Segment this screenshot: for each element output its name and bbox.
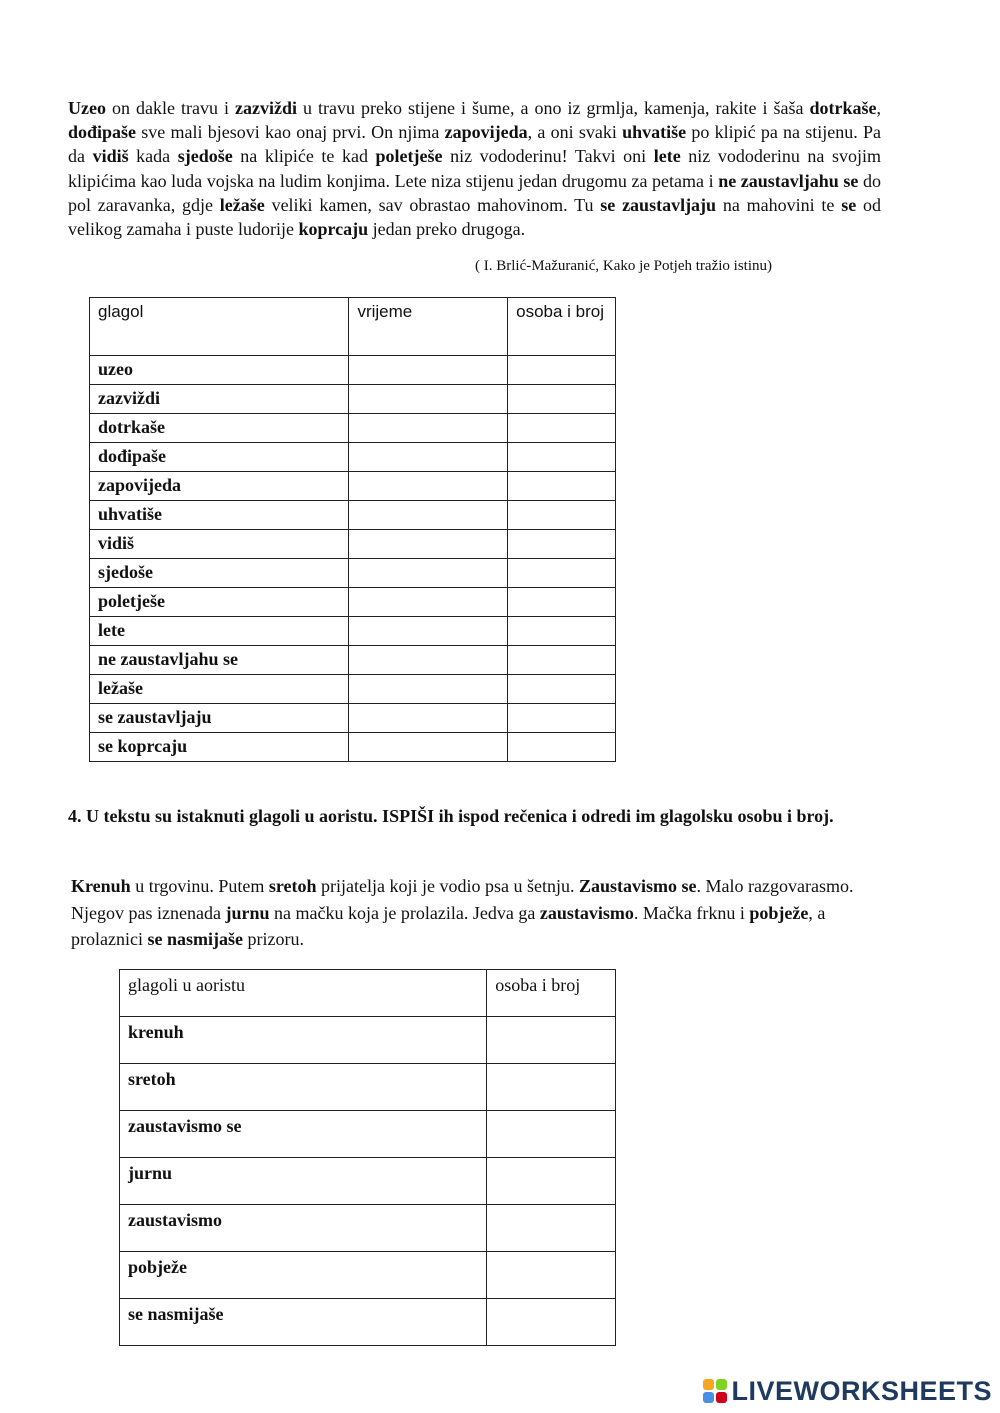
- person-number-answer-cell[interactable]: [508, 443, 616, 472]
- citation: ( I. Brlić-Mažuranić, Kako je Potjeh tražio istinu): [475, 258, 772, 274]
- person-number-answer-cell[interactable]: [508, 733, 616, 762]
- person-number-answer-cell[interactable]: [508, 704, 616, 733]
- p1-text: na mahovini te: [716, 194, 842, 215]
- aorist-table-row: [120, 1064, 616, 1111]
- p1-text: jedan preko drugoga.: [368, 219, 526, 240]
- verb-table-row: [90, 559, 616, 588]
- p1-highlighted-verb: dotrkaše: [809, 98, 877, 118]
- verb-table-row: [90, 675, 616, 704]
- tense-answer-cell[interactable]: [349, 530, 508, 559]
- verb-cell: lete: [90, 617, 349, 646]
- verb-cell: poletješe: [90, 588, 349, 617]
- tense-answer-cell[interactable]: [349, 501, 508, 530]
- p2-highlighted-verb: pobježe: [749, 902, 809, 923]
- p2-text: u trgovinu. Putem: [130, 876, 269, 896]
- verb-table-row: [90, 501, 616, 530]
- aorist-verb-cell: jurnu: [120, 1158, 487, 1205]
- verb-cell: dođipaše: [90, 443, 349, 472]
- p1-highlighted-verb: ležaše: [219, 194, 265, 215]
- p2-highlighted-verb: zaustavismo: [539, 902, 634, 923]
- liveworksheets-logo: [703, 1375, 992, 1407]
- verb-cell: zapovijeda: [90, 472, 349, 501]
- verb-cell: se zaustavljaju: [90, 704, 349, 733]
- p1-text: sve mali bjesovi kao onaj prvi. On njima: [136, 122, 445, 143]
- aorist-paragraph: [71, 873, 871, 953]
- p1-highlighted-verb: dođipaše: [68, 122, 137, 143]
- p1-highlighted-verb: zapovijeda: [444, 122, 528, 143]
- header-osoba-broj: osoba i broj: [508, 298, 616, 356]
- aorist-table: [119, 969, 616, 1346]
- p2-highlighted-verb: se nasmijaše: [147, 929, 243, 949]
- p2-highlighted-verb: jurnu: [225, 902, 270, 923]
- p2-highlighted-verb: sretoh: [268, 876, 317, 896]
- person-number-answer-cell[interactable]: [487, 1205, 616, 1252]
- verb-cell: sjedoše: [90, 559, 349, 588]
- p1-text: ,: [876, 98, 881, 118]
- verb-table: [89, 297, 616, 762]
- p1-highlighted-verb: lete: [653, 146, 681, 167]
- person-number-answer-cell[interactable]: [508, 414, 616, 443]
- person-number-answer-cell[interactable]: [487, 1017, 616, 1064]
- person-number-answer-cell[interactable]: [508, 356, 616, 385]
- verb-table-row: [90, 617, 616, 646]
- p1-highlighted-verb: Uzeo: [68, 98, 106, 118]
- p1-text: niz vododerinu na svojim klipićima kao luda vojska na ludim konjima. Lete niza stijenu jedan drugomu za petama i: [68, 146, 881, 191]
- verb-table-row: [90, 530, 616, 559]
- verb-table-header: [90, 298, 616, 356]
- verb-cell: uhvatiše: [90, 501, 349, 530]
- person-number-answer-cell[interactable]: [508, 646, 616, 675]
- verb-table-row: [90, 356, 616, 385]
- tense-answer-cell[interactable]: [349, 472, 508, 501]
- p1-text: u travu preko stijene i šume, a ono iz grmlja, kamenja, rakite i šaša: [296, 98, 810, 118]
- person-number-answer-cell[interactable]: [487, 1111, 616, 1158]
- story-paragraph: [68, 96, 881, 241]
- verb-cell: dotrkaše: [90, 414, 349, 443]
- aorist-table-header: [120, 970, 616, 1017]
- header-vrijeme: vrijeme: [349, 298, 508, 356]
- task-4-instruction: 4. U tekstu su istaknuti glagoli u aoristu. ISPIŠI ih ispod rečenica i odredi im glagolsku osobu i broj.: [68, 806, 834, 826]
- p1-text: , a oni svaki: [527, 122, 623, 143]
- p2-text: prijatelja koji je vodio psa u šetnju.: [316, 876, 579, 896]
- aorist-verb-cell: zaustavismo se: [120, 1111, 487, 1158]
- verb-cell: vidiš: [90, 530, 349, 559]
- aorist-verb-cell: krenuh: [120, 1017, 487, 1064]
- verb-table-row: [90, 385, 616, 414]
- p1-text: do pol zaravanka, gdje: [68, 170, 881, 215]
- verb-cell: ne zaustavljahu se: [90, 646, 349, 675]
- aorist-table-row: [120, 1017, 616, 1064]
- person-number-answer-cell[interactable]: [487, 1299, 616, 1346]
- p1-highlighted-verb: se zaustavljaju: [600, 194, 717, 215]
- tense-answer-cell[interactable]: [349, 617, 508, 646]
- person-number-answer-cell[interactable]: [508, 559, 616, 588]
- p1-text: na klipiće te kad: [232, 146, 376, 167]
- p1-highlighted-verb: sjedoše: [177, 146, 233, 167]
- person-number-answer-cell[interactable]: [508, 675, 616, 704]
- header-osoba-i-broj: osoba i broj: [487, 970, 616, 1017]
- aorist-verb-cell: sretoh: [120, 1064, 487, 1111]
- tense-answer-cell[interactable]: [349, 588, 508, 617]
- tense-answer-cell[interactable]: [349, 356, 508, 385]
- p1-text: po klipić pa na stijenu. Pa da: [68, 122, 882, 167]
- verb-table-row: [90, 414, 616, 443]
- verb-table-row: [90, 443, 616, 472]
- p2-highlighted-verb: Zaustavismo se: [579, 876, 697, 896]
- tense-answer-cell[interactable]: [349, 646, 508, 675]
- header-glagoli-u-aoristu: glagoli u aoristu: [120, 970, 487, 1017]
- aorist-verb-cell: zaustavismo: [120, 1205, 487, 1252]
- p1-text: niz vododerinu! Takvi oni: [442, 146, 654, 167]
- p1-text: veliki kamen, sav obrastao mahovinom. Tu: [264, 194, 601, 215]
- aorist-table-row: [120, 1158, 616, 1205]
- p1-highlighted-verb: zazviždi: [235, 98, 297, 118]
- p2-text: , a prolaznici: [71, 902, 826, 949]
- person-number-answer-cell[interactable]: [508, 588, 616, 617]
- verb-table-row: [90, 646, 616, 675]
- verb-cell: zazviždi: [90, 385, 349, 414]
- logo-mark-icon: [703, 1379, 727, 1403]
- logo-text: LIVEWORKSHEETS: [731, 1375, 992, 1406]
- p2-text: . Malo razgovarasmo. Njegov pas iznenada: [71, 876, 854, 923]
- p1-highlighted-verb: se: [841, 194, 857, 215]
- header-glagol: glagol: [90, 298, 349, 356]
- person-number-answer-cell[interactable]: [508, 501, 616, 530]
- p1-highlighted-verb: ne zaustavljahu se: [718, 170, 859, 191]
- tense-answer-cell[interactable]: [349, 414, 508, 443]
- verb-table-row: [90, 704, 616, 733]
- person-number-answer-cell[interactable]: [508, 530, 616, 559]
- p2-highlighted-verb: Krenuh: [71, 876, 131, 896]
- p2-text: . Mačka frknu i: [633, 902, 750, 923]
- aorist-table-row: [120, 1299, 616, 1346]
- aorist-verb-cell: se nasmijaše: [120, 1299, 487, 1346]
- aorist-verb-cell: pobježe: [120, 1252, 487, 1299]
- aorist-table-row: [120, 1111, 616, 1158]
- p1-text: od velikog zamaha i puste ludorije: [68, 194, 881, 240]
- tense-answer-cell[interactable]: [349, 559, 508, 588]
- person-number-answer-cell[interactable]: [487, 1252, 616, 1299]
- p2-text: prizoru.: [242, 929, 304, 949]
- verb-table-row: [90, 733, 616, 762]
- verb-table-row: [90, 588, 616, 617]
- person-number-answer-cell[interactable]: [487, 1158, 616, 1205]
- aorist-table-row: [120, 1205, 616, 1252]
- verb-table-row: [90, 472, 616, 501]
- p1-text: on dakle travu i: [105, 98, 235, 118]
- person-number-answer-cell[interactable]: [508, 617, 616, 646]
- p1-highlighted-verb: uhvatiše: [622, 122, 687, 143]
- person-number-answer-cell[interactable]: [508, 385, 616, 414]
- p2-text: na mačku koja je prolazila. Jedva ga: [269, 902, 540, 923]
- person-number-answer-cell[interactable]: [508, 472, 616, 501]
- person-number-answer-cell[interactable]: [487, 1064, 616, 1111]
- verb-cell: uzeo: [90, 356, 349, 385]
- tense-answer-cell[interactable]: [349, 704, 508, 733]
- verb-cell: ležaše: [90, 675, 349, 704]
- tense-answer-cell[interactable]: [349, 443, 508, 472]
- tense-answer-cell[interactable]: [349, 675, 508, 704]
- p1-highlighted-verb: koprcaju: [298, 219, 369, 240]
- tense-answer-cell[interactable]: [349, 385, 508, 414]
- tense-answer-cell[interactable]: [349, 733, 508, 762]
- p1-highlighted-verb: vidiš: [92, 146, 129, 167]
- aorist-table-row: [120, 1252, 616, 1299]
- p1-highlighted-verb: poletješe: [375, 146, 443, 167]
- p1-text: kada: [128, 146, 178, 167]
- verb-cell: se koprcaju: [90, 733, 349, 762]
